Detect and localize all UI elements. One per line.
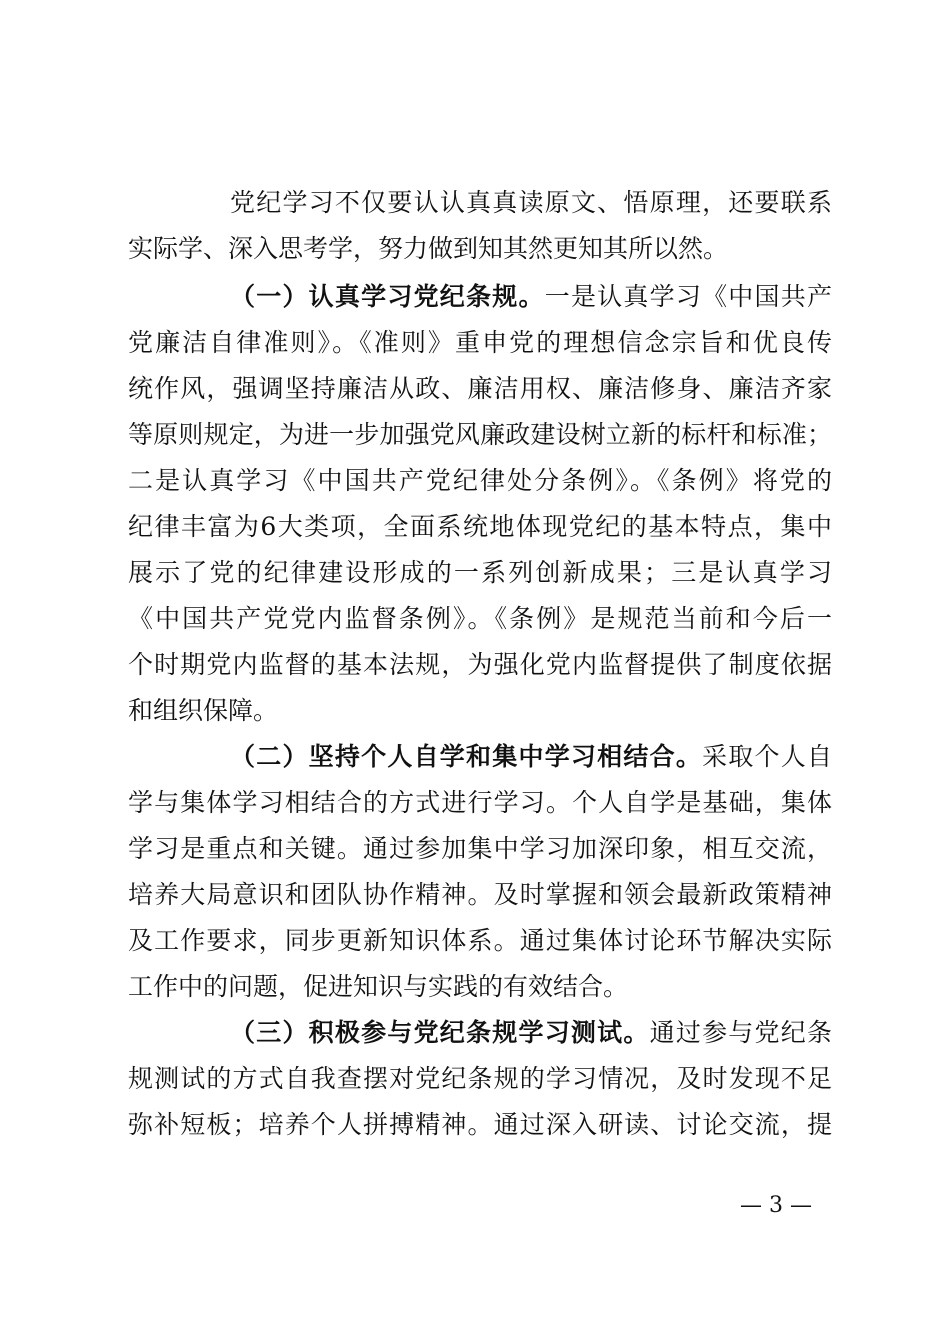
section2-line: 培养大局意识和团队协作精神。及时掌握和领会最新政策精神 [128,880,832,909]
section1-line: 纪律丰富为6大类项，全面系统地体现党纪的基本特点，集中 [128,512,832,541]
section1-line: 《中国共产党党内监督条例》。《条例》是规范当前和今后一 [128,604,832,633]
section2-line1-rest: 采取个人自 [702,742,832,771]
section3-line1-rest: 通过参与党纪条 [649,1018,832,1047]
section2-line: 学习是重点和关键。通过参加集中学习加深印象，相互交流， [128,834,832,863]
intro-line-2: 实际学、深入思考学，努力做到知其然更知其所以然。 [128,234,729,263]
section2-line: 学与集体学习相结合的方式进行学习。个人自学是基础，集体 [128,788,832,817]
section1-line1-rest: 一是认真学习《中国共产 [544,282,832,311]
section1-line: 和组织保障。 [128,696,279,725]
section1-line: 等原则规定，为进一步加强党风廉政建设树立新的标杆和标准； [128,420,832,449]
section3-first-line [128,1016,832,1050]
section1-line: 党廉洁自律准则》。《准则》重申党的理想信念宗旨和优良传 [128,328,832,357]
section3-heading: （三）积极参与党纪条规学习测试。 [230,1018,650,1047]
page-number: — 3 — [740,1193,812,1218]
section2-first-line [128,740,832,774]
section1-line: 统作风，强调坚持廉洁从政、廉洁用权、廉洁修身、廉洁齐家 [128,374,832,403]
section1-heading: （一）认真学习党纪条规。 [230,282,545,311]
section1-first-line [128,280,832,314]
section2-line: 及工作要求，同步更新知识体系。通过集体讨论环节解决实际 [128,926,832,955]
section1-line: 二是认真学习《中国共产党纪律处分条例》。《条例》将党的 [128,466,832,495]
section3-line: 弥补短板；培养个人拼搏精神。通过深入研读、讨论交流，提 [128,1110,832,1139]
section2-line: 工作中的问题，促进知识与实践的有效结合。 [128,972,629,1001]
section3-line: 规测试的方式自我查摆对党纪条规的学习情况，及时发现不足 [128,1064,832,1093]
section1-line: 个时期党内监督的基本法规，为强化党内监督提供了制度依据 [128,650,832,679]
intro-line-1: 党纪学习不仅要认认真真读原文、悟原理，还要联系 [230,188,832,217]
section2-heading: （二）坚持个人自学和集中学习相结合。 [230,742,703,771]
section1-line: 展示了党的纪律建设形成的一系列创新成果；三是认真学习 [128,558,832,587]
